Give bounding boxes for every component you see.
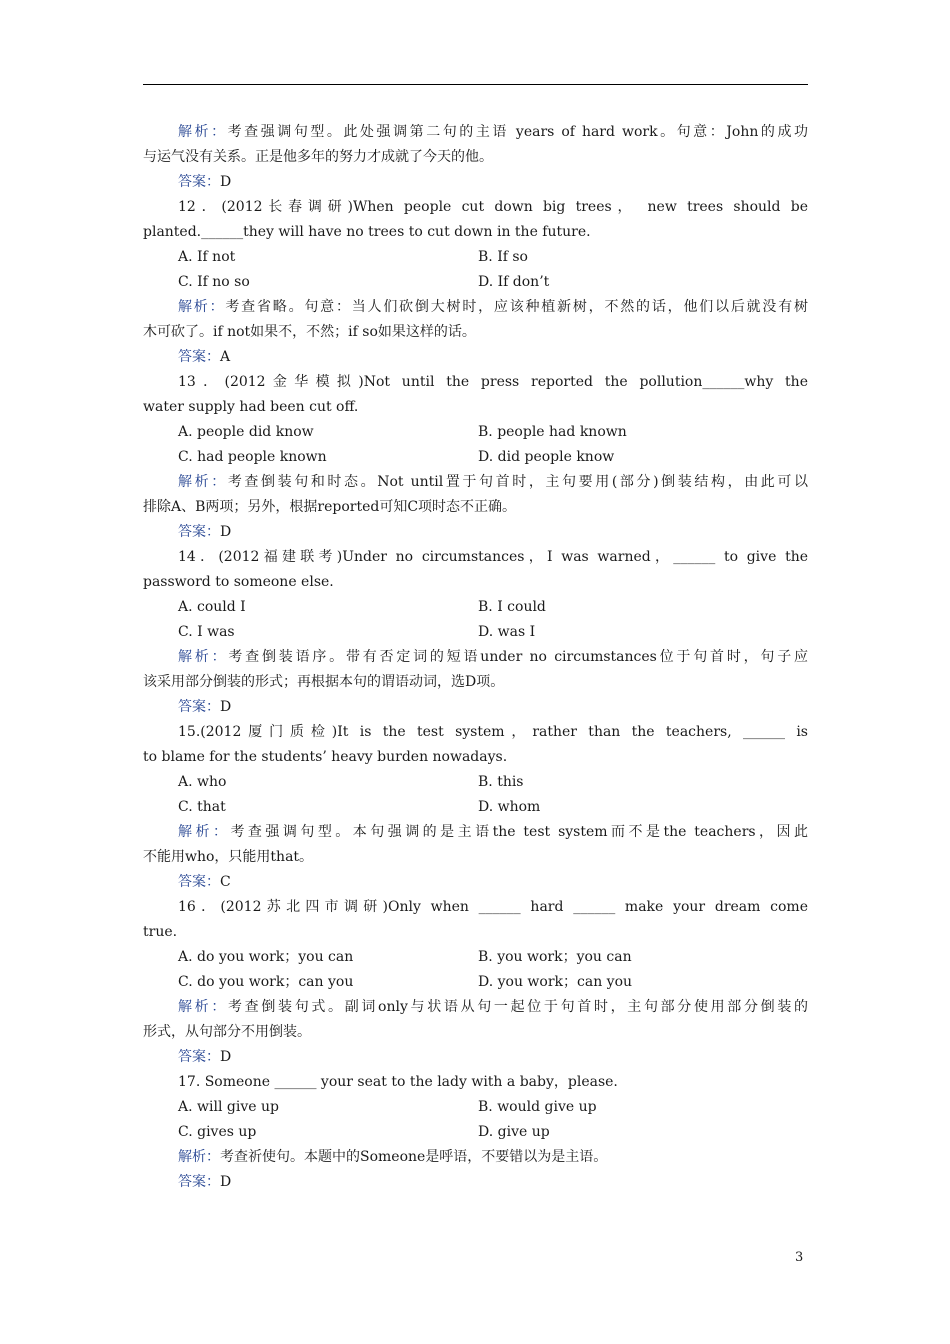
options-row xyxy=(143,795,808,820)
question-stem-cont: planted.______they will have no trees to cut down in the future. xyxy=(143,224,591,240)
analysis-line: 解析：考查倒装语序。带有否定词的短语under no circumstances位于句首时，句子应 xyxy=(178,649,808,665)
analysis-line: 形式，从句部分不用倒装。 xyxy=(143,1024,311,1040)
question-16 xyxy=(143,895,808,1070)
options-row xyxy=(143,245,808,270)
answer-label: 答案： xyxy=(178,524,220,540)
analysis-label: 解析： xyxy=(178,999,229,1015)
options-row xyxy=(143,270,808,295)
option-b: B. people had known xyxy=(478,424,627,440)
options-row xyxy=(143,770,808,795)
answer-line xyxy=(143,345,808,370)
option-d: D. did people know xyxy=(478,449,615,465)
question-13 xyxy=(143,370,808,545)
analysis-line: 解析：考查强调句型。此处强调第二句的主语 years of hard work。句意：John的成功 xyxy=(178,124,808,140)
analysis-line: 解析：考查强调句型。本句强调的是主语the test system而不是the teachers，因此 xyxy=(178,824,808,840)
options-row xyxy=(143,945,808,970)
question-stem: 15.(2012厦门质检)It is the test system，rather than the teachers, ______ is xyxy=(178,724,808,740)
option-a: A. who xyxy=(178,774,227,790)
question-17 xyxy=(143,1070,808,1195)
option-b: B. If so xyxy=(478,249,528,265)
answer-line xyxy=(143,1170,808,1195)
question-stem: 16．(2012苏北四市调研)Only when ______ hard ______ make your dream come xyxy=(178,899,808,915)
answer-label: 答案： xyxy=(178,874,220,890)
options-row xyxy=(143,1120,808,1145)
answer-label: 答案： xyxy=(178,1049,220,1065)
option-d: D. you work；can you xyxy=(478,974,633,990)
options-row xyxy=(143,970,808,995)
analysis-line: 排除A、B两项；另外，根据reported可知C项时态不正确。 xyxy=(143,499,517,515)
answer-line xyxy=(143,520,808,545)
analysis-line: 解析：考查祈使句。本题中的Someone是呼语，不要错以为是主语。 xyxy=(178,1149,608,1165)
answer-value: D xyxy=(220,699,232,715)
question-stem: 17. Someone ______ your seat to the lady with a baby，please. xyxy=(178,1074,618,1090)
analysis-line: 解析：考查省略。句意：当人们砍倒大树时，应该种植新树，不然的话，他们以后就没有树 xyxy=(178,299,808,315)
analysis-label: 解析： xyxy=(178,124,228,140)
option-b: B. this xyxy=(478,774,524,790)
answer-value: C xyxy=(220,874,231,890)
answer-line xyxy=(143,695,808,720)
question-14 xyxy=(143,545,808,720)
answer-line xyxy=(143,170,808,195)
analysis-line: 不能用who，只能用that。 xyxy=(143,849,314,865)
option-d: D. give up xyxy=(478,1124,550,1140)
answer-value: D xyxy=(220,174,232,190)
option-c: C. If no so xyxy=(178,274,250,290)
answer-value: A xyxy=(220,349,231,365)
options-row xyxy=(143,1095,808,1120)
option-d: D. was I xyxy=(478,624,536,640)
question-stem-cont: to blame for the students’ heavy burden nowadays. xyxy=(143,749,508,765)
options-row xyxy=(143,445,808,470)
answer-line xyxy=(143,1045,808,1070)
option-a: A. will give up xyxy=(178,1099,279,1115)
option-a: A. If not xyxy=(178,249,236,265)
option-d: D. If don’t xyxy=(478,274,550,290)
options-row xyxy=(143,620,808,645)
options-row xyxy=(143,595,808,620)
analysis-label: 解析： xyxy=(178,299,226,315)
option-b: B. you work；you can xyxy=(478,949,632,965)
option-a: A. people did know xyxy=(178,424,314,440)
analysis-line: 木可砍了。if not如果不，不然；if so如果这样的话。 xyxy=(143,324,476,340)
question-stem-cont: password to someone else. xyxy=(143,574,334,590)
option-c: C. I was xyxy=(178,624,235,640)
option-b: B. I could xyxy=(478,599,546,615)
page-content xyxy=(143,120,808,1195)
option-d: D. whom xyxy=(478,799,541,815)
analysis-label: 解析： xyxy=(178,649,229,665)
question-stem: 12．(2012长春调研)When people cut down big trees， new trees should be xyxy=(178,199,808,215)
option-a: A. could I xyxy=(178,599,246,615)
answer-value: D xyxy=(220,524,232,540)
answer-label: 答案： xyxy=(178,699,220,715)
analysis-label: 解析： xyxy=(178,1149,220,1165)
answer-label: 答案： xyxy=(178,1174,220,1190)
option-b: B. would give up xyxy=(478,1099,597,1115)
analysis-line: 解析：考查倒装句式。副词only与状语从句一起位于句首时，主句部分使用部分倒装的 xyxy=(178,999,808,1015)
option-c: C. had people known xyxy=(178,449,327,465)
question-15 xyxy=(143,720,808,895)
answer-label: 答案： xyxy=(178,174,220,190)
answer-value: D xyxy=(220,1174,232,1190)
options-row xyxy=(143,420,808,445)
question-stem-cont: water supply had been cut off. xyxy=(143,399,359,415)
option-c: C. gives up xyxy=(178,1124,257,1140)
option-a: A. do you work；you can xyxy=(178,949,354,965)
analysis-line: 与运气没有关系。正是他多年的努力才成就了今天的他。 xyxy=(143,149,493,165)
analysis-label: 解析： xyxy=(178,824,231,840)
question-stem: 13．(2012金华模拟)Not until the press reported the pollution______why the xyxy=(178,374,808,390)
analysis-line: 该采用部分倒装的形式；再根据本句的谓语动词，选D项。 xyxy=(143,674,505,690)
header-rule xyxy=(143,84,808,85)
analysis-label: 解析： xyxy=(178,474,228,490)
analysis-line: 解析：考查倒装句和时态。Not until置于句首时，主句要用(部分)倒装结构，由此可以 xyxy=(178,474,808,490)
question-stem: 14．(2012福建联考)Under no circumstances，I was warned，______ to give the xyxy=(178,549,808,565)
answer-value: D xyxy=(220,1049,232,1065)
answer-label: 答案： xyxy=(178,349,220,365)
question-12 xyxy=(143,195,808,370)
page-number: 3 xyxy=(795,1250,804,1265)
answer-line xyxy=(143,870,808,895)
option-c: C. do you work；can you xyxy=(178,974,354,990)
question-stem-cont: true. xyxy=(143,924,178,940)
option-c: C. that xyxy=(178,799,226,815)
